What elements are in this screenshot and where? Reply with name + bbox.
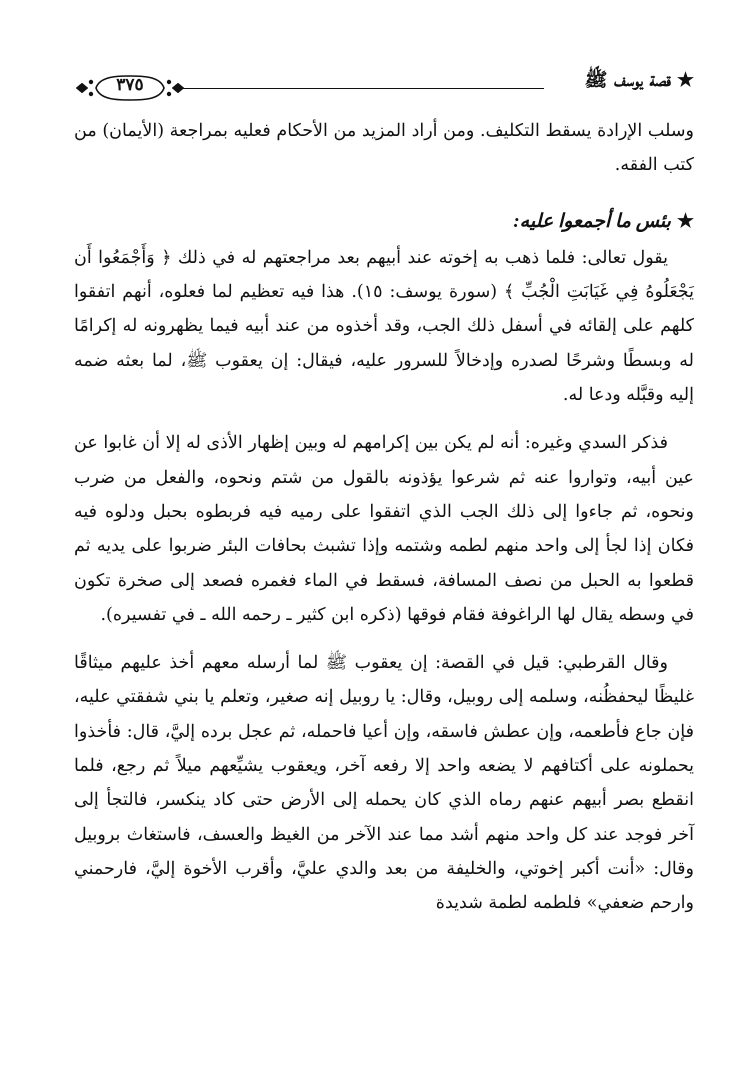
star-icon: ★: [676, 69, 694, 91]
paragraph: فذكر السدي وغيره: أنه لم يكن بين إكرامهم له وبين إظهار الأذى له إلا أن غابوا عن عين أبيه، وتواروا عنه ثم شرعوا يؤذونه بالقول من شتم ونحوه، والفعل من ضرب ونحوه، ثم جاءوا إلى ذلك الجب الذي اتفقوا على رميه فيه فربطوه بحبل ودلوه فيه فكان إذا لجأ إلى واحد منهم لطمه وشتمه وإذا تشبث بحافات البئر ضربوا على يديه ثم قطعوا به الحبل من نصف المسافة، فسقط في الماء فغمره فصعد إلى صخرة تكون في وسطه يقال لها الراغوفة فقام فوقها (ذكره ابن كثير ـ رحمه الله ـ في تفسيره).: [74, 433, 694, 625]
running-title: [585, 68, 694, 96]
paragraph: يقول تعالى: فلما ذهب به إخوته عند أبيهم بعد مراجعتهم له في ذلك ﴿ وَأَجْمَعُوا أَن يَجْعَلُوهُ فِي غَيَابَتِ الْجُبِّ ﴾ (سورة يوسف: ١٥). هذا فيه تعظيم لما فعلوه، أنهم اتفقوا كلهم على إلقائه في أسفل ذلك الجب، وقد أخذوه من عند أبيه فيما يظهرونه له إكرامًا له وبسطًا وشرحًا لصدره وإدخالاً للسرور عليه، فيقال: إن يعقوب ﷺ، لما بعثه ضمه إليه وقبَّله ودعا له.: [74, 247, 694, 406]
paragraph: وقال القرطبي: قيل في القصة: إن يعقوب ﷺ لما أرسله معهم أخذ عليهم ميثاقًا غليظًا ليحفظُنه، وسلمه إلى روبيل، وقال: يا روبيل إنه صغير، وتعلم يا بني شفقتي عليه، فإن جاع فأطعمه، وإن عطش فاسقه، وإن أعيا فاحمله، ثم عجل برده إليَّ، قال: فأخذوا يحملونه على أكتافهم لا يضعه واحد إلا رفعه آخر، ويعقوب يشيِّعهم ميلاً ثم رجع، فلما انقطع بصر أبيهم عنهم رماه الذي كان يحمله إلى الأرض حتى كاد ينكسر، فالتجأ إلى آخر فوجد عند كل واحد منهم أشد مما عند الآخر من الغيظ والعسف، فاستغاث بروبيل وقال: «أنت أكبر إخوتي، والخليفة من بعد والدي عليَّ، وأقرب الأخوة إليَّ، فارحمني وارحم ضعفي» فلطمه لطمة شديدة: [74, 653, 694, 914]
page-number: ٣٧٥: [116, 75, 144, 95]
header-rule: [182, 88, 544, 89]
body-text: [74, 114, 694, 921]
star-icon: ★: [676, 210, 694, 232]
paragraph: وسلب الإرادة يسقط التكليف. ومن أراد المزيد من الأحكام فعليه بمراجعة (الأيمان) من كتب الفقه.: [74, 121, 694, 176]
running-title-text: قصة يوسف ﷺ: [584, 69, 671, 91]
section-heading-text: بئس ما أجمعوا عليه:: [513, 210, 671, 232]
page-header: [74, 66, 694, 110]
section-heading: [74, 205, 694, 239]
